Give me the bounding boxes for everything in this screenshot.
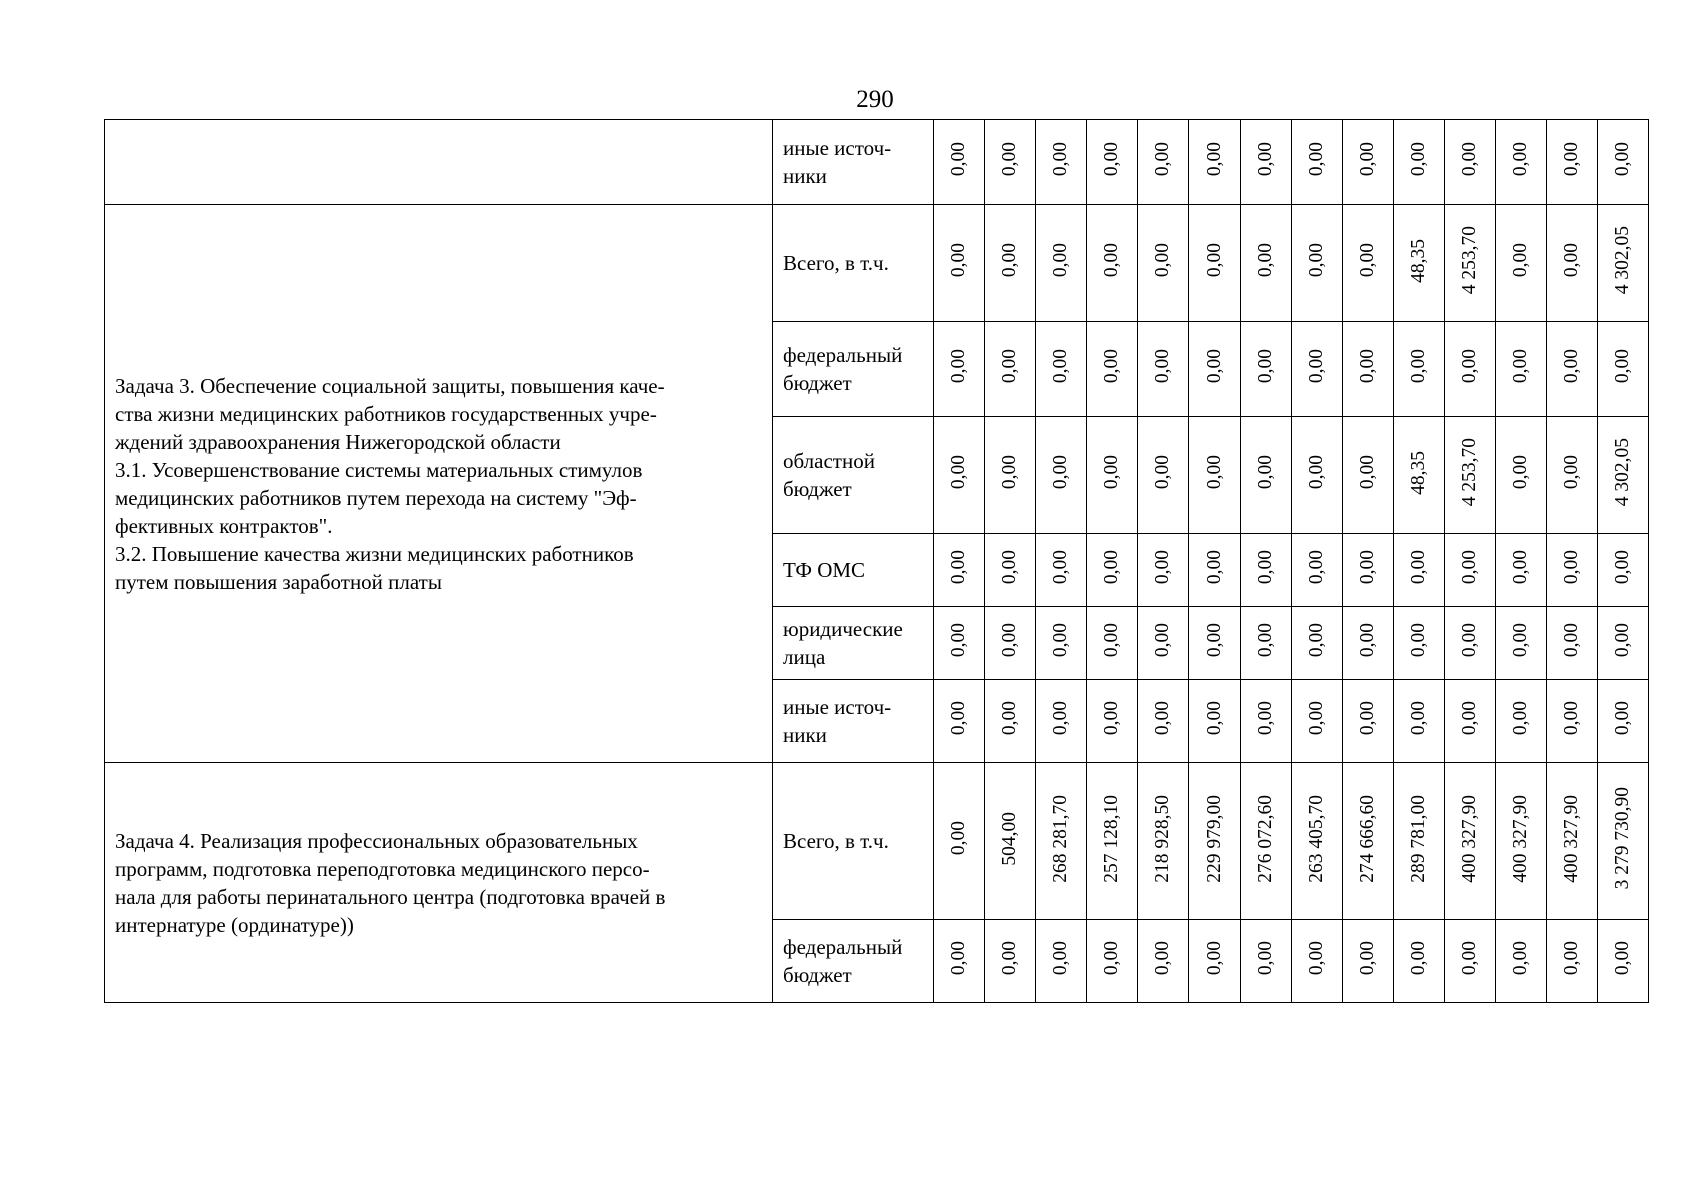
value-cell [1240,205,1291,322]
value-text: 0,00 [1356,623,1378,658]
value-cell [1291,205,1342,322]
value-cell [1036,607,1087,680]
value-text: 0,00 [1203,550,1225,585]
value-cell [1036,763,1087,920]
value-text: 0,00 [1305,701,1327,736]
value-cell [1240,417,1291,534]
value-text: 0,00 [948,821,970,856]
value-cell [1189,763,1240,920]
value-text: 0,00 [999,623,1021,658]
value-text: 4 253,70 [1458,226,1480,295]
value-cell [985,205,1036,322]
value-cell [1189,322,1240,417]
value-cell [1138,322,1189,417]
value-cell [1189,680,1240,763]
value-text: 0,00 [1356,349,1378,384]
value-text: 0,00 [1612,623,1634,658]
value-cell [1393,417,1444,534]
value-text: 0,00 [1101,550,1123,585]
value-text: 48,35 [1407,238,1429,283]
value-cell [1598,920,1649,1003]
value-cell [1189,205,1240,322]
value-text: 0,00 [1407,550,1429,585]
value-cell [1547,680,1598,763]
value-text: 0,00 [999,349,1021,384]
value-text: 0,00 [1561,701,1583,736]
value-text: 504,00 [999,811,1021,866]
value-cell [1036,120,1087,205]
value-text: 0,00 [1510,243,1532,278]
value-text: 400 327,90 [1510,794,1532,883]
value-text: 0,00 [1101,701,1123,736]
value-text: 0,00 [1050,142,1072,177]
value-cell [1342,120,1393,205]
value-text: 0,00 [1612,349,1634,384]
funding-source: областной бюджет [773,417,934,534]
value-text: 0,00 [1305,455,1327,490]
value-text: 0,00 [1612,142,1634,177]
value-cell [1189,920,1240,1003]
value-text: 0,00 [1203,243,1225,278]
table-row [105,763,1649,920]
value-cell [1240,680,1291,763]
value-cell [934,534,985,607]
budget-table [104,119,1649,1003]
value-text: 0,00 [999,701,1021,736]
value-cell [1444,120,1495,205]
value-text: 0,00 [1407,142,1429,177]
value-cell [1598,417,1649,534]
value-cell [934,120,985,205]
value-text: 263 405,70 [1305,794,1327,883]
value-text: 0,00 [1561,941,1583,976]
value-text: 4 302,05 [1612,438,1634,507]
value-text: 218 928,50 [1152,794,1174,883]
value-text: 0,00 [1203,455,1225,490]
value-text: 0,00 [948,455,970,490]
value-text: 0,00 [1203,349,1225,384]
value-cell [1547,417,1598,534]
value-text: 0,00 [1356,243,1378,278]
value-text: 0,00 [1458,142,1480,177]
value-text: 0,00 [1050,455,1072,490]
value-cell [1496,322,1547,417]
value-text: 0,00 [1254,550,1276,585]
value-text: 0,00 [1612,701,1634,736]
value-text: 0,00 [948,623,970,658]
value-cell [1291,763,1342,920]
value-text: 0,00 [1152,550,1174,585]
value-cell [1087,920,1138,1003]
value-cell [1087,205,1138,322]
value-cell [985,763,1036,920]
value-cell [1240,920,1291,1003]
value-cell [1547,607,1598,680]
value-cell [1087,322,1138,417]
value-cell [1444,763,1495,920]
value-cell [1240,607,1291,680]
value-text: 229 979,00 [1203,794,1225,883]
value-cell [985,680,1036,763]
value-text: 0,00 [1356,701,1378,736]
value-cell [1138,763,1189,920]
value-text: 0,00 [999,142,1021,177]
value-text: 0,00 [1101,455,1123,490]
value-cell [1291,680,1342,763]
value-text: 48,35 [1407,450,1429,495]
value-text: 0,00 [1407,623,1429,658]
value-cell [1189,417,1240,534]
value-cell [1393,607,1444,680]
value-cell [1138,607,1189,680]
value-text: 0,00 [1050,701,1072,736]
value-cell [1240,763,1291,920]
value-text: 0,00 [1152,455,1174,490]
value-cell [1240,322,1291,417]
value-cell [1496,680,1547,763]
value-text: 0,00 [948,243,970,278]
value-text: 0,00 [1152,349,1174,384]
value-cell [1598,120,1649,205]
value-cell [1393,205,1444,322]
value-cell [1598,205,1649,322]
value-cell [934,322,985,417]
value-cell [1240,120,1291,205]
value-text: 400 327,90 [1561,794,1583,883]
task-description: Задача 4. Реализация профессиональных образовательных программ, подготовка переподготовка медицинского персо- нала для работы перинатального центра (подготовка врачей в интернатуре (ординатуре)) [105,763,773,1003]
value-text: 0,00 [1561,623,1583,658]
value-text: 0,00 [1254,455,1276,490]
value-text: 0,00 [1203,941,1225,976]
value-cell [1291,920,1342,1003]
value-text: 400 327,90 [1458,794,1480,883]
value-cell [1496,534,1547,607]
value-text: 4 302,05 [1612,226,1634,295]
value-text: 0,00 [1356,550,1378,585]
funding-source: иные источ- ники [773,680,934,763]
funding-source: ТФ ОМС [773,534,934,607]
value-text: 0,00 [1458,941,1480,976]
value-text: 0,00 [948,349,970,384]
funding-source: иные источ- ники [773,120,934,205]
value-text: 0,00 [948,550,970,585]
value-cell [985,607,1036,680]
value-cell [1342,534,1393,607]
value-text: 0,00 [1152,142,1174,177]
value-text: 0,00 [1305,243,1327,278]
value-text: 0,00 [1050,550,1072,585]
value-cell [934,763,985,920]
value-cell [1342,920,1393,1003]
value-text: 4 253,70 [1458,438,1480,507]
value-text: 0,00 [1510,701,1532,736]
value-cell [1393,680,1444,763]
value-cell [1342,763,1393,920]
value-text: 0,00 [1152,623,1174,658]
value-text: 274 666,60 [1356,794,1378,883]
value-cell [1036,680,1087,763]
value-text: 0,00 [1203,142,1225,177]
value-cell [1496,120,1547,205]
value-cell [1291,417,1342,534]
value-cell [1598,763,1649,920]
value-cell [1598,534,1649,607]
value-text: 0,00 [1407,349,1429,384]
value-cell [1444,417,1495,534]
value-text: 0,00 [1203,623,1225,658]
value-cell [1138,120,1189,205]
value-cell [1291,534,1342,607]
value-cell [1087,534,1138,607]
value-text: 289 781,00 [1407,794,1429,883]
value-cell [985,417,1036,534]
value-text: 0,00 [1254,701,1276,736]
value-cell [1444,205,1495,322]
value-text: 257 128,10 [1101,794,1123,883]
value-cell [985,322,1036,417]
value-cell [1036,920,1087,1003]
value-text: 0,00 [1458,623,1480,658]
value-text: 0,00 [1305,623,1327,658]
value-text: 0,00 [1458,550,1480,585]
value-text: 0,00 [948,142,970,177]
value-cell [1138,534,1189,607]
value-cell [985,534,1036,607]
value-cell [1036,205,1087,322]
value-cell [1496,607,1547,680]
value-cell [1598,680,1649,763]
value-text: 0,00 [1561,455,1583,490]
value-text: 0,00 [1407,941,1429,976]
value-text: 0,00 [1050,623,1072,658]
value-cell [1444,680,1495,763]
value-cell [1496,205,1547,322]
value-cell [1547,920,1598,1003]
value-cell [1496,763,1547,920]
value-cell [1036,417,1087,534]
value-cell [1393,920,1444,1003]
table-row [105,120,1649,205]
value-text: 0,00 [999,243,1021,278]
value-cell [1189,534,1240,607]
value-cell [934,920,985,1003]
value-text: 0,00 [1612,550,1634,585]
value-cell [985,120,1036,205]
value-cell [1291,322,1342,417]
value-cell [1444,607,1495,680]
value-cell [934,417,985,534]
value-text: 0,00 [1510,623,1532,658]
value-cell [1087,607,1138,680]
value-text: 0,00 [999,941,1021,976]
value-cell [1342,417,1393,534]
value-text: 0,00 [1356,941,1378,976]
value-text: 0,00 [1101,349,1123,384]
value-text: 0,00 [948,701,970,736]
value-text: 0,00 [1561,243,1583,278]
value-text: 0,00 [1305,941,1327,976]
value-text: 0,00 [1254,243,1276,278]
value-text: 0,00 [1254,941,1276,976]
value-text: 3 279 730,90 [1612,787,1634,890]
value-cell [1393,120,1444,205]
value-cell [1087,120,1138,205]
value-text: 0,00 [948,941,970,976]
value-text: 0,00 [1101,941,1123,976]
value-cell [1547,205,1598,322]
task-description [105,120,773,205]
value-text: 0,00 [1152,701,1174,736]
value-text: 0,00 [1510,455,1532,490]
value-text: 0,00 [1356,142,1378,177]
value-cell [934,205,985,322]
value-text: 0,00 [1561,550,1583,585]
value-cell [1393,322,1444,417]
value-cell [1496,417,1547,534]
value-cell [1036,534,1087,607]
value-text: 0,00 [1152,243,1174,278]
value-cell [1240,534,1291,607]
value-cell [1087,417,1138,534]
value-cell [1342,680,1393,763]
value-cell [1189,120,1240,205]
value-cell [1342,322,1393,417]
value-text: 0,00 [1458,701,1480,736]
value-cell [1598,322,1649,417]
value-cell [1547,322,1598,417]
value-cell [1138,920,1189,1003]
value-text: 0,00 [1050,243,1072,278]
value-text: 0,00 [1305,550,1327,585]
value-text: 0,00 [1254,349,1276,384]
value-cell [1342,205,1393,322]
value-text: 0,00 [1101,243,1123,278]
value-text: 0,00 [999,550,1021,585]
funding-source: федеральный бюджет [773,920,934,1003]
value-cell [1393,763,1444,920]
funding-source: федеральный бюджет [773,322,934,417]
value-cell [1393,534,1444,607]
value-cell [1547,120,1598,205]
value-text: 0,00 [1101,623,1123,658]
value-text: 0,00 [1254,142,1276,177]
value-cell [1036,322,1087,417]
value-text: 0,00 [1305,142,1327,177]
value-text: 0,00 [1407,701,1429,736]
value-text: 0,00 [1203,701,1225,736]
value-text: 0,00 [1305,349,1327,384]
value-text: 0,00 [1510,550,1532,585]
value-text: 0,00 [1561,142,1583,177]
value-text: 0,00 [1101,142,1123,177]
value-text: 0,00 [1458,349,1480,384]
value-text: 0,00 [1254,623,1276,658]
value-cell [1087,680,1138,763]
value-cell [1444,920,1495,1003]
value-text: 0,00 [999,455,1021,490]
value-text: 0,00 [1612,941,1634,976]
value-cell [1444,322,1495,417]
value-text: 0,00 [1510,349,1532,384]
value-cell [1138,417,1189,534]
value-cell [1598,607,1649,680]
value-cell [1496,920,1547,1003]
value-text: 0,00 [1510,941,1532,976]
value-cell [1138,205,1189,322]
value-text: 0,00 [1510,142,1532,177]
value-cell [1189,607,1240,680]
value-text: 268 281,70 [1050,794,1072,883]
value-cell [1087,763,1138,920]
value-cell [985,920,1036,1003]
value-cell [934,680,985,763]
page-number: 290 [856,86,894,113]
value-text: 0,00 [1050,941,1072,976]
value-cell [1444,534,1495,607]
funding-source: Всего, в т.ч. [773,205,934,322]
value-cell [1547,534,1598,607]
value-cell [1291,607,1342,680]
value-text: 0,00 [1356,455,1378,490]
value-cell [1342,607,1393,680]
value-text: 0,00 [1152,941,1174,976]
value-cell [1291,120,1342,205]
value-cell [934,607,985,680]
value-cell [1547,763,1598,920]
value-cell [1138,680,1189,763]
value-text: 276 072,60 [1254,794,1276,883]
funding-source: Всего, в т.ч. [773,763,934,920]
task-description: Задача 3. Обеспечение социальной защиты, повышения каче- ства жизни медицинских работников государственных учре- ждений здравоохранения Нижегородской области 3.1. Усовершенствование системы материальных стимулов медицинских работников путем перехода на систему "Эф- фективных контрактов". 3.2. Повышение качества жизни медицинских работников путем повышения заработной платы [105,205,773,763]
funding-source: юридические лица [773,607,934,680]
value-text: 0,00 [1050,349,1072,384]
value-text: 0,00 [1561,349,1583,384]
table-row [105,205,1649,322]
